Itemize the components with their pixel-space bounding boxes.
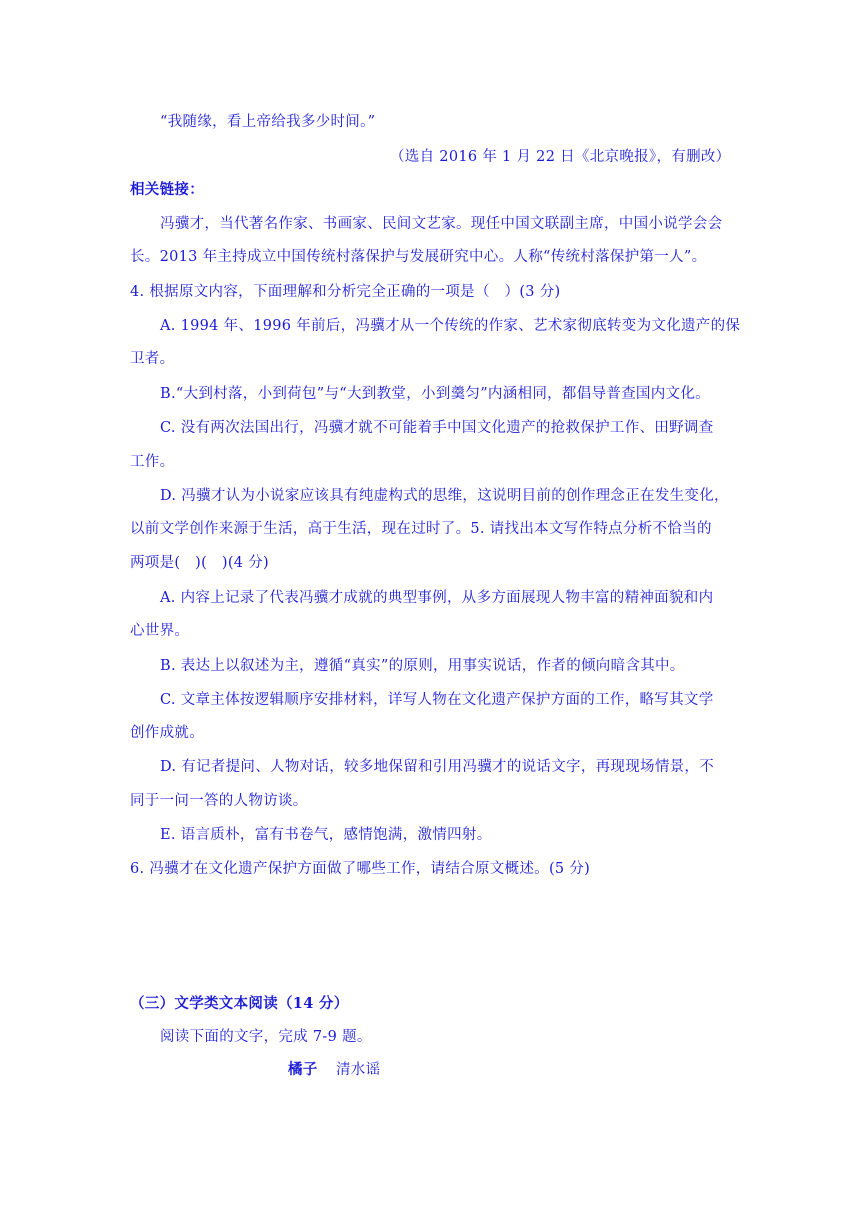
related-link-paragraph-line: 冯骥才，当代著名作家、书画家、民间文艺家。现任中国文联副主席，中国小说学会会 — [160, 216, 723, 232]
question-4-option-d-cont: 以前文学创作来源于生活，高于生活，现在过时了。5. 请找出本文写作特点分析不恰当的 — [130, 521, 712, 537]
question-5-option-d-cont: 同于一问一答的人物访谈。 — [130, 793, 308, 809]
question-4-option-a-cont: 卫者。 — [130, 351, 175, 367]
question-5-option-d: D. 有记者提问、人物对话，较多地保留和引用冯骥才的说话文字，再现现场情景，不 — [160, 759, 715, 775]
section-heading: （三）文学类文本阅读（14 分） — [130, 995, 349, 1012]
question-5-option-c-cont: 创作成就。 — [130, 725, 204, 741]
question-5: 两项是( )( )(4 分) — [130, 555, 269, 571]
story-author: 清水谣 — [336, 1062, 381, 1078]
question-4: 4. 根据原文内容，下面理解和分析完全正确的一项是（ ）(3 分) — [130, 284, 561, 300]
question-4-option-a: A. 1994 年、1996 年前后，冯骥才从一个传统的作家、艺术家彻底转变为文化遗产的保 — [160, 318, 741, 334]
question-4-option-d: D. 冯骥才认为小说家应该具有纯虚构式的思维，这说明目前的创作理念正在发生变化， — [160, 488, 729, 504]
question-5-option-a: A. 内容上记录了代表冯骥才成就的典型事例，从多方面展现人物丰富的精神面貌和内 — [160, 590, 714, 606]
related-link-paragraph-line: 长。2013 年主持成立中国传统村落保护与发展研究中心。人称“传统村落保护第一人”。 — [130, 249, 707, 265]
question-5-option-a-cont: 心世界。 — [130, 623, 190, 639]
question-5-option-b: B. 表达上以叙述为主，遵循“真实”的原则，用事实说话，作者的倾向暗含其中。 — [160, 658, 685, 674]
reading-instruction: 阅读下面的文字，完成 7-9 题。 — [160, 1029, 372, 1045]
question-4-option-c: C. 没有两次法国出行，冯骥才就不可能着手中国文化遗产的抢救保护工作、田野调查 — [160, 420, 714, 436]
question-4-option-b: B.“大到村落，小到荷包”与“大到教堂，小到羹匀”内涵相同，都倡导普查国内文化。 — [160, 386, 710, 402]
question-6: 6. 冯骥才在文化遗产保护方面做了哪些工作，请结合原文概述。(5 分) — [130, 861, 591, 877]
quote-line: “我随缘，看上帝给我多少时间。” — [160, 114, 376, 130]
question-5-option-c: C. 文章主体按逻辑顺序安排材料，详写人物在文化遗产保护方面的工作，略写其文学 — [160, 692, 714, 708]
question-4-option-c-cont: 工作。 — [130, 454, 175, 470]
story-title: 橘子 — [288, 1061, 318, 1078]
related-link-heading: 相关链接： — [130, 181, 204, 198]
source-citation: （选自 2016 年 1 月 22 日《北京晚报》，有删改） — [390, 149, 731, 165]
question-5-option-e: E. 语言质朴，富有书卷气，感情饱满，激情四射。 — [160, 827, 492, 843]
